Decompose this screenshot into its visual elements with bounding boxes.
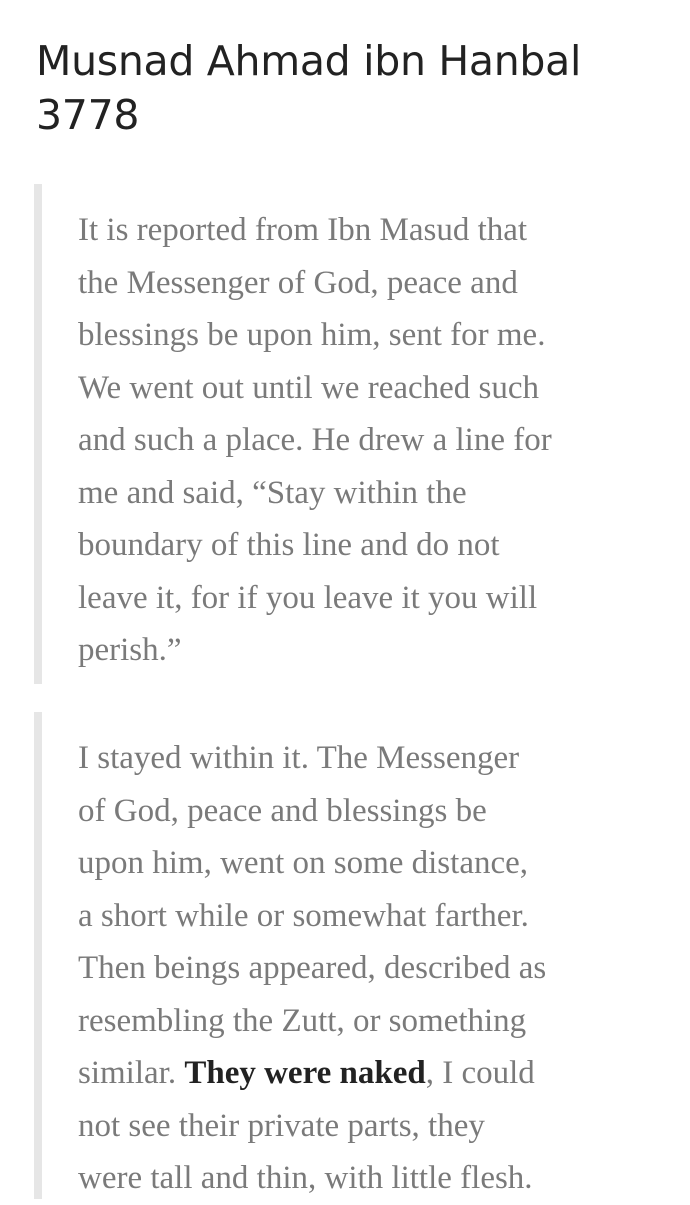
quote-paragraph: [78, 204, 658, 677]
quote-line: It is reported from Ibn Masud that: [78, 212, 528, 248]
quote-line: of God, peace and blessings be: [78, 792, 487, 829]
quote-line: blessings be upon him, sent for me.: [78, 317, 546, 353]
quote-line: a short while or somewhat farther.: [78, 897, 529, 934]
quote-line: I stayed within it. The Messenger: [78, 740, 520, 776]
quote-line: me and said, “Stay within the: [78, 474, 467, 511]
quote-line: and such a place. He drew a line for: [78, 422, 552, 458]
bold-emphasis: They were naked: [184, 1055, 426, 1091]
quote-line: [78, 1047, 658, 1100]
quote-line: We went out until we reached such: [78, 369, 540, 406]
hadith-quote-block: [34, 184, 644, 684]
quote-line: the Messenger of God, peace and: [78, 264, 518, 301]
quote-text: , I could: [425, 1055, 535, 1091]
quote-line: upon him, went on some distance,: [78, 845, 529, 881]
page-title: Musnad Ahmad ibn Hanbal 3778: [36, 37, 582, 139]
quote-line: resembling the Zutt, or something: [78, 1002, 527, 1039]
quote-text: similar.: [78, 1055, 177, 1091]
hadith-quote-block: [34, 712, 644, 1199]
quote-paragraph: [78, 732, 658, 1205]
quote-line: not see their private parts, they: [78, 1107, 485, 1144]
quote-line: boundary of this line and do not: [78, 527, 500, 563]
quote-line: Then beings appeared, described as: [78, 950, 547, 986]
quote-line: were tall and thin, with little flesh.: [78, 1160, 533, 1196]
quote-line: perish.”: [78, 632, 182, 668]
quote-line: leave it, for if you leave it you will: [78, 579, 538, 616]
